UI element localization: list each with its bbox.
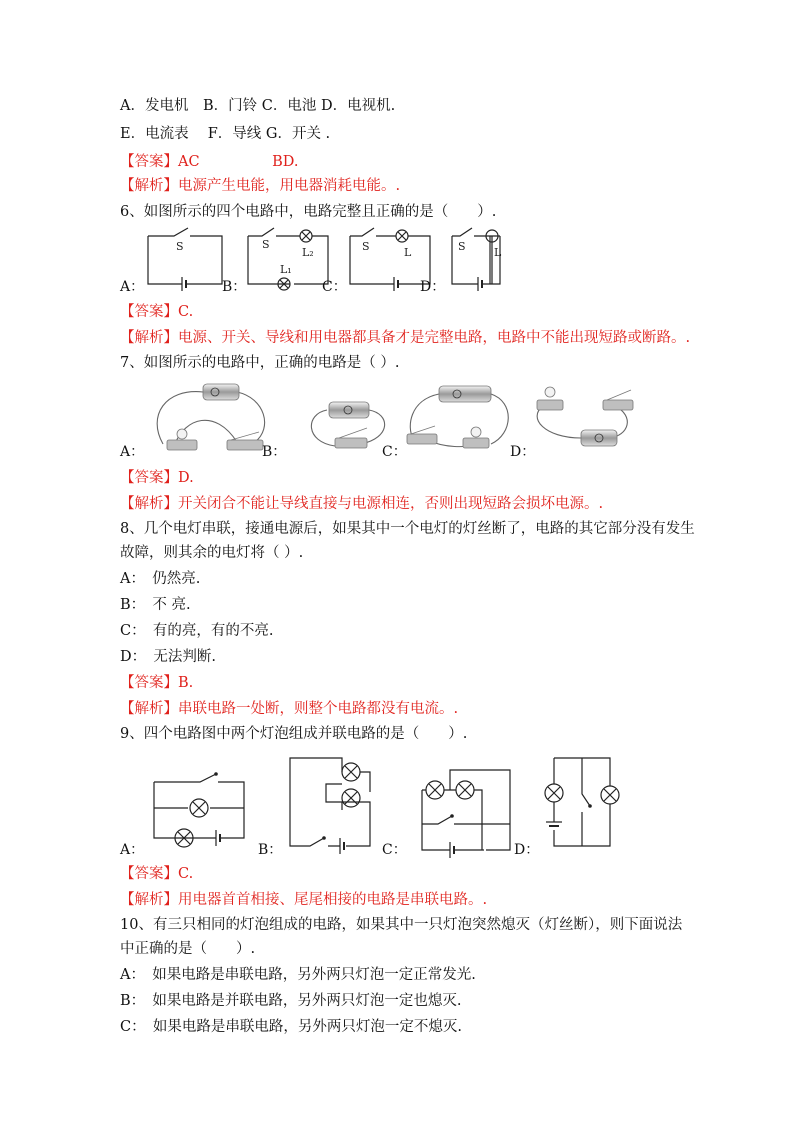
q6-lamp-label: L	[494, 246, 502, 259]
q6-lamp-label: L₂	[302, 246, 314, 259]
q9-answer	[120, 864, 193, 884]
answer-tag: 【答案】	[120, 154, 178, 170]
q6-switch-label: S	[176, 240, 184, 253]
q9-option-c: C：	[382, 842, 407, 858]
q7-option-b: B：	[262, 444, 287, 460]
q9-analysis	[120, 890, 487, 910]
q6-option-b: B：	[222, 279, 247, 295]
q10-choice-b: B： 如果电路是并联电路，另外两只灯泡一定也熄灭.	[120, 993, 462, 1009]
q7-circuit-photos	[145, 378, 675, 460]
q7-answer	[120, 468, 194, 488]
q7-option-a: A：	[120, 444, 145, 460]
q8-answer	[120, 673, 193, 693]
analysis-tag: 【解析】	[120, 330, 178, 346]
analysis-text: 电源、开关、导线和用电器都具备才是完整电路，电路中不能出现短路或断路。.	[178, 330, 691, 346]
q10-choice-c: C： 如果电路是串联电路，另外两只灯泡一定不熄灭.	[120, 1019, 462, 1035]
q8-choice-d: D： 无法判断.	[120, 649, 216, 665]
q8-choice-c: C： 有的亮，有的不亮.	[120, 623, 274, 639]
q5-options-line1: A．发电机 B．门铃 C．电池 D．电视机.	[120, 98, 396, 114]
q6-circuit-figures	[140, 228, 500, 292]
q6-option-d: D：	[420, 279, 446, 295]
q5-analysis	[120, 176, 400, 196]
analysis-tag: 【解析】	[120, 496, 178, 512]
q6-answer	[120, 302, 193, 322]
q8-stem-line2: 故障，则其余的电灯将（ ）.	[120, 545, 304, 561]
q10-stem-line2: 中正确的是（ ）.	[120, 941, 256, 957]
analysis-tag: 【解析】	[120, 178, 178, 194]
analysis-text: 用电器首首相接、尾尾相接的电路是串联电路。.	[178, 892, 488, 908]
q6-lamp-label: L₁	[280, 263, 292, 276]
q8-choice-b: B： 不 亮.	[120, 597, 191, 613]
analysis-tag: 【解析】	[120, 701, 178, 717]
answer-text: D.	[178, 470, 194, 486]
q6-option-c: C：	[322, 279, 347, 295]
q7-stem: 7、如图所示的电路中，正确的电路是（ ）.	[120, 355, 400, 371]
q10-stem-line1: 10、有三只相同的灯泡组成的电路，如果其中一只灯泡突然熄灭（灯丝断），则下面说法	[120, 917, 683, 933]
q6-switch-label: S	[262, 238, 270, 251]
answer-tag: 【答案】	[120, 304, 178, 320]
q9-circuit-figures	[150, 756, 630, 852]
q6-switch-label: S	[458, 240, 466, 253]
q7-analysis	[120, 494, 603, 514]
q6-option-a: A：	[120, 279, 145, 295]
analysis-text: 开关闭合不能让导线直接与电源相连，否则出现短路会损坏电源。.	[178, 496, 604, 512]
q6-analysis	[120, 328, 690, 348]
q5-answer	[120, 152, 298, 172]
answer-text: C.	[178, 866, 194, 882]
q7-option-c: C：	[382, 444, 407, 460]
q6-stem: 6、如图所示的四个电路中，电路完整且正确的是（ ）.	[120, 204, 497, 220]
answer-tag: 【答案】	[120, 675, 178, 691]
analysis-tag: 【解析】	[120, 892, 178, 908]
answer-tag: 【答案】	[120, 470, 178, 486]
answer-text: AC BD.	[178, 154, 299, 170]
answer-tag: 【答案】	[120, 866, 178, 882]
q9-option-a: A：	[120, 842, 145, 858]
answer-text: C.	[178, 304, 194, 320]
q10-choice-a: A： 如果电路是串联电路，另外两只灯泡一定正常发光.	[120, 967, 476, 983]
q8-stem-line1: 8、几个电灯串联，接通电源后，如果其中一个电灯的灯丝断了，电路的其它部分没有发生	[120, 521, 695, 537]
q9-stem: 9、四个电路图中两个灯泡组成并联电路的是（ ）.	[120, 726, 468, 742]
q9-option-b: B：	[258, 842, 283, 858]
analysis-text: 串联电路一处断，则整个电路都没有电流。.	[178, 701, 459, 717]
q9-option-d: D：	[514, 842, 540, 858]
q6-switch-label: S	[362, 240, 370, 253]
q8-analysis	[120, 699, 458, 719]
q5-options-line2: E．电流表 F．导线 G．开关 .	[120, 126, 331, 142]
q7-option-d: D：	[510, 444, 536, 460]
q8-choice-a: A： 仍然亮.	[120, 571, 201, 587]
answer-text: B.	[178, 675, 194, 691]
analysis-text: 电源产生电能，用电器消耗电能。.	[178, 178, 401, 194]
q6-lamp-label: L	[404, 246, 412, 259]
